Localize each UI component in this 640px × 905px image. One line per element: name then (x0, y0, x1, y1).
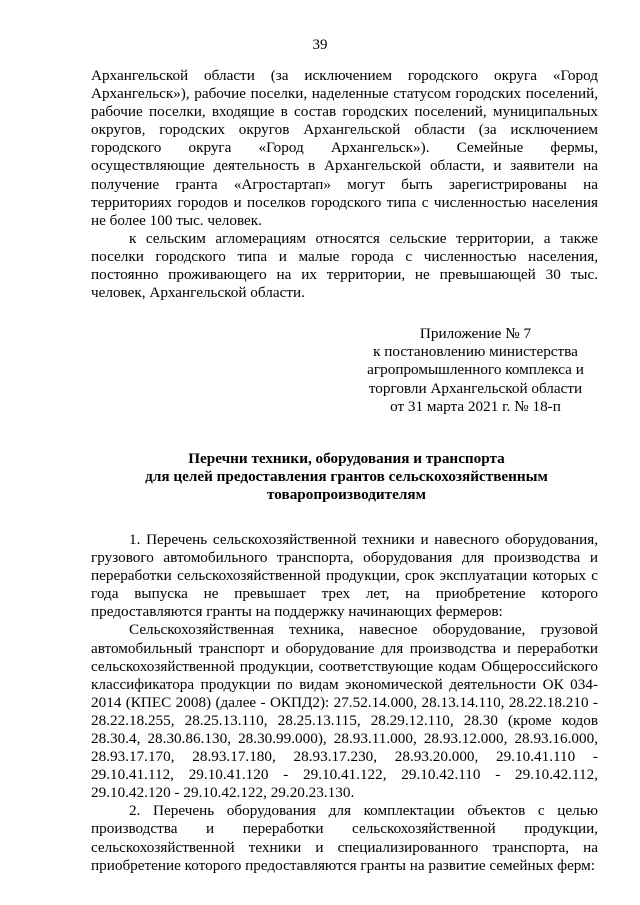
page-number: 39 (312, 37, 328, 53)
title-line: для целей предоставления грантов сельскохозяйственным (145, 467, 548, 485)
appendix-line: к постановлению министерства (373, 343, 578, 361)
appendix-line: агропромышленного комплекса и (367, 361, 584, 379)
appendix-line: торговли Архангельской области (368, 379, 583, 397)
appendix-number: Приложение № 7 (419, 325, 532, 343)
title-line: Перечни техники, оборудования и транспорта (188, 449, 505, 467)
title-line: товаропроизводителям (267, 485, 426, 503)
section-2-heading: 2. Перечень оборудования для комплектации объектов с целью производства и переработки сельскохозяйственной продукции, сельскохозяйственной техники и специализированного транспорта, на приобретение которого предоставляются гранты на развитие семейных ферм: (91, 802, 598, 874)
paragraph-continuation: Архангельской области (за исключением городского округа «Город Архангельск»), рабочие поселки, наделенные статусом городских поселений, рабочие поселки, входящие в состав городских поселений, муниципальных округов, городских округов Архангельской области (за исключением городского округа «Город Архангельск»). Семейные фермы, осуществляющие деятельность в Архангельской области, и заявители на получение гранта «Агростартап» могут быть зарегистрированы на территориях городов и поселков городского типа с численностью населения не более 100 тыс. человек. (91, 67, 598, 229)
section-1-heading: 1. Перечень сельскохозяйственной техники и навесного оборудования, грузового автомобильного транспорта, оборудования для производства и переработки сельскохозяйственной продукции, срок эксплуатации которых с года выпуска не превышает трех лет, на приобретение которого предоставляются гранты на поддержку начинающих фермеров: (91, 530, 598, 621)
section-1-body: Сельскохозяйственная техника, навесное оборудование, грузовой автомобильный транспорт и оборудование для производства и переработки сельскохозяйственной продукции, соответствующие кодам Общероссийского классификатора продукции по видам экономической деятельности ОК 034-2014 (КПЕС 2008) (далее - ОКПД2): 27.52.14.000, 28.13.14.110, 28.22.18.210 - 28.22.18.255, 28.25.13.110, 28.25.13.115, 28.29.12.110, 28.30 (кроме кодов 28.30.4, 28.30.86.130, 28.30.99.000), 28.93.11.000, 28.93.12.000, 28.93.16.000, 28.93.17.170, 28.93.17.180, 28.93.17.230, 28.93.20.000, 29.10.41.110 - 29.10.41.112, 29.10.41.120 - 29.10.41.122, 29.10.42.110 - 29.10.42.112, 29.10.42.120 - 29.10.42.122, 29.20.23.130. (91, 621, 598, 802)
section-list (91, 531, 598, 875)
appendix-date: от 31 марта 2021 г. № 18-п (390, 397, 561, 415)
appendix-header (353, 325, 598, 415)
document-title (95, 450, 598, 504)
paragraph-agglomerations: к сельским агломерациям относятся сельские территории, а также поселки городского типа и малые города с численностью населения, постоянно проживающего на их территории, не превышающей 30 тыс. человек, Архангельской области. (91, 229, 598, 302)
document-body (91, 67, 598, 875)
